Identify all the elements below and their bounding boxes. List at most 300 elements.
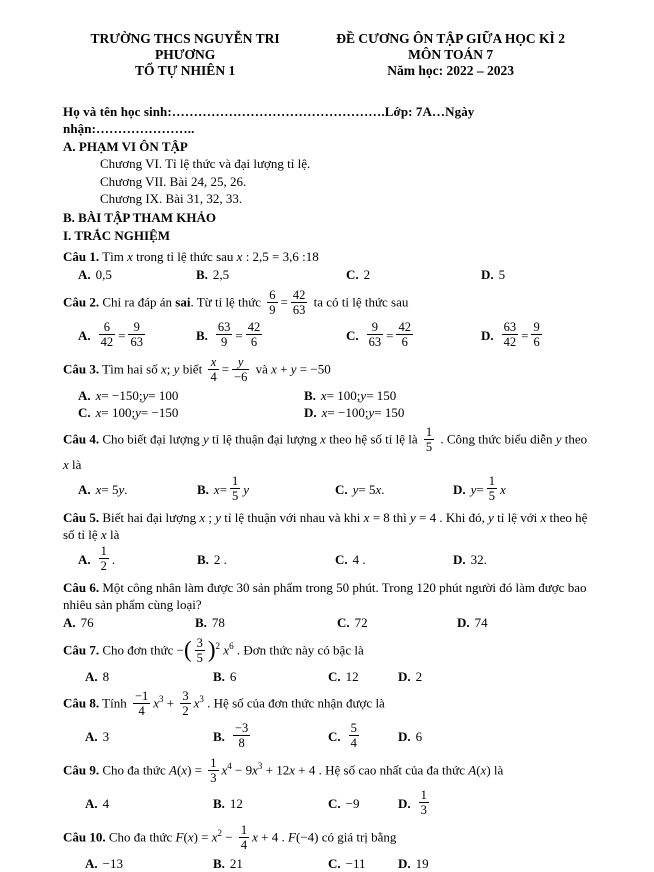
fraction-numerator: 9: [533, 319, 540, 334]
question-stem: [63, 756, 594, 787]
text-run: trong tỉ lệ thức sau: [132, 249, 237, 265]
text-run: là: [68, 456, 82, 472]
text-run: . Từ tỉ lệ thức: [190, 294, 265, 310]
text-run: x: [480, 762, 487, 778]
text-run: =: [521, 327, 529, 343]
option-letter: A.: [63, 615, 76, 631]
fraction-denominator: 5: [425, 439, 433, 454]
fraction: [180, 689, 190, 718]
fraction: [208, 756, 218, 785]
fraction-denominator: 4: [210, 369, 217, 384]
question-stem: [63, 636, 594, 667]
fraction-numerator: 5: [350, 720, 357, 735]
option-D: [398, 668, 422, 685]
text-run: −: [176, 642, 184, 658]
text-run: x: [320, 431, 326, 447]
text-run: + 4 .: [257, 829, 288, 845]
text-run: 74: [474, 615, 488, 631]
option-B: [195, 614, 337, 631]
text-run: x: [320, 387, 327, 403]
text-run: = 5: [101, 481, 119, 497]
option-D: [304, 404, 594, 421]
text-run: A: [169, 762, 177, 778]
text-run: x: [321, 404, 328, 420]
option-B: [304, 387, 594, 404]
fraction: [230, 474, 240, 503]
text-run: . Đơn thức này có bậc là: [233, 642, 364, 658]
text-run: .: [124, 481, 128, 497]
chapter-item: Chương IX. Bài 31, 32, 33.: [100, 191, 243, 207]
fraction: [246, 320, 263, 349]
text-run: y: [215, 509, 222, 525]
question-label: Câu 6.: [63, 580, 100, 596]
text-run: = 150: [374, 404, 405, 420]
text-run: x: [211, 829, 218, 845]
department-name: TỔ TỰ NHIÊN 1: [135, 63, 236, 78]
option-letter: A.: [78, 481, 91, 497]
option-letter: A.: [78, 551, 91, 567]
text-run: Tìm hai số: [102, 361, 161, 377]
section-b-title: B. BÀI TẬP THAM KHẢO: [63, 209, 217, 225]
fraction: [216, 320, 233, 349]
option-letter: C.: [328, 795, 341, 811]
text-run: y: [135, 404, 141, 420]
fraction-denominator: 6: [401, 334, 408, 349]
option-A: [78, 544, 197, 575]
fraction: [239, 823, 249, 852]
option-letter: B.: [304, 387, 316, 403]
fraction-numerator: 1: [210, 755, 217, 770]
fraction-numerator: 1: [100, 544, 107, 559]
text-run: (−4) có giá trị bằng: [295, 829, 397, 845]
option-D: [457, 614, 488, 631]
fraction: [396, 320, 413, 349]
fraction: [99, 320, 116, 349]
fraction-denominator: 42: [503, 334, 517, 349]
text-run: =: [476, 481, 484, 497]
school-year: Năm học: 2022 – 2023: [387, 63, 514, 78]
option-A: [78, 320, 196, 351]
option-letter: D.: [398, 728, 411, 744]
text-run: y: [410, 509, 416, 525]
chapter-item: Chương VI. Tỉ lệ thức và đại lượng tỉ lệ.: [100, 156, 311, 172]
text-run: x: [213, 481, 220, 497]
text-run: x: [153, 695, 160, 711]
superscript: 3: [199, 693, 204, 704]
text-run: = −100;: [327, 404, 369, 420]
fraction-denominator: 63: [130, 334, 143, 349]
text-run: x: [95, 387, 102, 403]
question-stem: [63, 288, 594, 319]
option-A: [63, 614, 195, 631]
text-run: Cho đơn thức: [102, 642, 177, 658]
text-run: = 100;: [326, 387, 361, 403]
text-run: x: [127, 249, 133, 265]
text-run: x: [100, 526, 107, 542]
fraction-denominator: 9: [221, 334, 228, 349]
question-4: [63, 425, 594, 505]
option-letter: A.: [85, 795, 98, 811]
parenthesis: (: [183, 637, 192, 663]
text-run: = 4 . Khi đó,: [415, 509, 489, 525]
fraction-numerator: y: [232, 355, 249, 370]
text-run: 2,5: [212, 267, 230, 283]
option-letter: B.: [195, 615, 207, 631]
option-letter: C.: [78, 404, 91, 420]
question-label: Câu 1.: [63, 249, 100, 265]
option-D: [481, 320, 545, 351]
text-run: −9: [345, 795, 360, 811]
question-label: Câu 10.: [63, 829, 106, 845]
document-header: [63, 31, 594, 79]
fraction-denominator: 6: [533, 334, 540, 349]
fraction-denominator: 63: [368, 334, 382, 349]
superscript: 2: [215, 640, 221, 651]
options-row: [63, 474, 594, 505]
fraction: [502, 320, 519, 349]
text-run: .: [381, 481, 385, 497]
text-run: = −50: [296, 361, 331, 377]
chapter-item: Chương VII. Bài 24, 25, 26.: [100, 173, 247, 189]
text-run: x: [363, 509, 370, 525]
text-run: + 12: [262, 762, 290, 778]
school-name: TRƯỜNG THCS NGUYỄN TRI PHƯƠNG: [90, 31, 280, 62]
option-letter: C.: [328, 728, 341, 744]
fraction-denominator: 4: [350, 735, 357, 750]
text-run: =: [221, 361, 230, 377]
text-run: Cho biết đại lượng: [102, 431, 203, 447]
fraction-numerator: 3: [196, 635, 203, 650]
fraction: [291, 288, 308, 317]
text-run: x: [252, 762, 258, 778]
text-run: − 9: [231, 762, 253, 778]
text-run: y: [360, 387, 367, 403]
text-run: 8: [102, 668, 110, 684]
option-B: [196, 266, 346, 283]
superscript: 4: [227, 760, 232, 771]
text-run: 3: [102, 728, 110, 744]
text-run: =: [386, 327, 394, 343]
text-run: =: [235, 327, 243, 343]
option-letter: D.: [398, 795, 411, 811]
text-run: x: [181, 762, 188, 778]
option-B: [197, 474, 335, 505]
fraction-denominator: 4: [240, 837, 248, 852]
text-run: = −150;: [101, 387, 143, 403]
option-letter: D.: [398, 855, 411, 871]
question-10: [63, 823, 594, 872]
fraction-numerator: 1: [488, 473, 496, 488]
superscript: 2: [217, 827, 223, 838]
options-row: [63, 614, 594, 631]
fraction-denominator: 2: [182, 703, 189, 718]
option-letter: B.: [213, 855, 225, 871]
option-C: [337, 614, 457, 631]
text-run: 21: [229, 855, 243, 871]
text-run: 4 .: [352, 551, 366, 567]
question-label: Câu 2.: [63, 294, 100, 310]
superscript: 3: [159, 693, 164, 704]
fraction-denominator: 3: [210, 770, 217, 785]
text-run: F: [288, 829, 296, 845]
option-A: [85, 795, 213, 812]
school-block: [63, 31, 307, 79]
option-C: [328, 721, 398, 752]
fraction-denominator: 9: [269, 302, 276, 317]
fraction-numerator: 63: [217, 319, 231, 334]
text-run: tỉ lệ với: [493, 509, 541, 525]
option-D: [398, 728, 422, 745]
text-run: y: [243, 481, 250, 497]
fraction-numerator: 1: [425, 424, 433, 439]
chapter-list: [63, 155, 594, 208]
parenthesis: ): [207, 637, 216, 663]
text-run: y: [352, 481, 359, 497]
text-run: theo hệ số tỉ lệ: [63, 509, 588, 542]
text-run: x: [193, 695, 200, 711]
fraction: [133, 689, 150, 718]
text-run: 6: [229, 668, 237, 684]
question-3: [63, 355, 594, 421]
question-label: Câu 4.: [63, 431, 100, 447]
option-letter: A.: [78, 267, 91, 283]
text-run: y: [202, 431, 209, 447]
option-letter: B.: [213, 728, 225, 744]
fraction-denominator: 6: [250, 334, 258, 349]
text-run: ) là: [486, 762, 504, 778]
fraction-numerator: 9: [367, 320, 384, 335]
text-run: 6: [415, 728, 423, 744]
option-letter: B.: [213, 668, 225, 684]
question-9: [63, 756, 594, 819]
fraction-numerator: 63: [503, 319, 517, 334]
option-C: [328, 795, 398, 812]
text-run: x: [271, 361, 277, 377]
text-run: ;: [166, 361, 174, 377]
text-run: 2: [363, 267, 371, 283]
fraction: [232, 355, 249, 384]
text-run: x: [199, 509, 206, 525]
question-label: Câu 7.: [63, 642, 100, 658]
text-run: 78: [211, 615, 225, 631]
text-run: 4: [102, 795, 110, 811]
question-label: Câu 9.: [63, 762, 100, 778]
option-letter: D.: [481, 267, 494, 283]
text-run: x: [252, 829, 258, 845]
options-row: [63, 320, 594, 351]
option-letter: C.: [346, 327, 359, 343]
fraction-numerator: 42: [247, 319, 261, 334]
text-run: = 100: [148, 387, 179, 403]
fraction-denominator: 3: [420, 802, 427, 817]
option-letter: B.: [213, 795, 225, 811]
text-run: x: [95, 481, 102, 497]
text-run: x: [95, 404, 102, 420]
fraction-denominator: 63: [292, 302, 306, 317]
question-1: [63, 248, 594, 283]
options-row: [63, 788, 594, 819]
text-run: sai: [175, 294, 191, 310]
text-run: y: [488, 509, 494, 525]
option-A: [78, 266, 196, 283]
fraction: [424, 425, 434, 454]
text-run: x: [63, 456, 69, 472]
text-run: Tính: [102, 695, 130, 711]
text-run: .: [111, 551, 116, 567]
option-D: [398, 788, 432, 819]
fraction-numerator: −1: [134, 688, 149, 703]
fraction: [367, 320, 384, 349]
option-letter: A.: [85, 668, 98, 684]
question-stem: [63, 425, 594, 473]
text-run: = 5: [358, 481, 376, 497]
question-label: Câu 5.: [63, 509, 100, 525]
fraction-numerator: 9: [128, 320, 145, 335]
fraction: [195, 636, 205, 665]
fraction-numerator: 42: [398, 319, 411, 334]
option-A: [78, 481, 197, 498]
option-letter: D.: [481, 327, 494, 343]
option-letter: C.: [335, 551, 348, 567]
text-run: −11: [345, 855, 366, 871]
options-row: [63, 544, 594, 575]
text-run: Cho đa thức: [102, 762, 169, 778]
option-B: [213, 721, 328, 752]
option-C: [335, 551, 453, 568]
option-A: [78, 387, 304, 404]
text-run: 2 .: [213, 551, 227, 567]
text-run: biết: [179, 361, 206, 377]
fraction-denominator: 42: [100, 334, 114, 349]
question-stem: [63, 509, 594, 543]
text-run: Biết hai đại lượng: [102, 509, 200, 525]
option-C: [328, 855, 398, 872]
text-run: −13: [102, 855, 123, 871]
section-i-title: I. TRẮC NGHIỆM: [63, 228, 171, 244]
question-label: Câu 3.: [63, 361, 100, 377]
option-A: [85, 855, 213, 872]
fraction-denominator: 5: [488, 488, 496, 503]
document-title: ĐỀ CƯƠNG ÔN TẬP GIỮA HỌC KÌ 2: [336, 31, 565, 46]
option-letter: A.: [85, 728, 98, 744]
question-label: Câu 8.: [63, 695, 100, 711]
section-a-title: A. PHẠM VI ÔN TẬP: [63, 139, 188, 155]
fraction-denominator: 5: [232, 488, 239, 503]
text-run: theo: [561, 431, 588, 447]
text-run: 32.: [470, 551, 487, 567]
option-letter: D.: [453, 551, 466, 567]
question-8: [63, 689, 594, 752]
text-run: y: [173, 361, 180, 377]
text-run: x: [221, 762, 228, 778]
options-row: [63, 668, 594, 685]
fraction-numerator: 1: [240, 822, 248, 837]
text-run: A: [468, 762, 477, 778]
option-letter: D.: [453, 481, 466, 497]
option-letter: D.: [457, 615, 470, 631]
option-B: [196, 320, 346, 351]
fraction: [128, 320, 145, 349]
question-5: [63, 509, 594, 575]
question-6: [63, 579, 594, 631]
student-info-line: Họ và tên học sinh:………………………………………….Lớp: 7A…Ngày nhận:…………………..: [63, 104, 475, 137]
text-run: −: [222, 829, 236, 845]
text-run: 0,5: [95, 267, 112, 283]
text-run: Tìm: [102, 249, 128, 265]
text-run: y: [470, 481, 477, 497]
option-A: [85, 668, 213, 685]
text-run: y: [290, 361, 297, 377]
option-letter: A.: [78, 327, 91, 343]
text-run: là: [106, 526, 120, 542]
fraction-numerator: 3: [182, 688, 189, 703]
text-run: y: [368, 404, 375, 420]
text-run: x: [187, 829, 194, 845]
fraction-denominator: 8: [238, 735, 245, 750]
text-run: 12: [345, 668, 359, 684]
option-letter: B.: [197, 481, 209, 497]
option-letter: C.: [328, 668, 341, 684]
option-C: [335, 481, 453, 498]
text-run: Một công nhân làm được 30 sản phẩm trong 50 phút. Trong 120 phút người đó làm được bao nhiêu sản phẩm cùng loại?: [63, 580, 587, 613]
fraction: [233, 721, 250, 750]
fraction: [208, 355, 218, 384]
text-run: = 8 thì: [369, 509, 411, 525]
question-stem: [63, 823, 594, 854]
superscript: 6: [229, 640, 234, 651]
text-run: : 2,5 = 3,6 :18: [242, 249, 319, 265]
text-run: x: [375, 481, 382, 497]
option-C: [346, 266, 481, 283]
options-row: [63, 266, 594, 283]
option-D: [481, 266, 505, 283]
text-run: (: [476, 762, 481, 778]
fraction-numerator: −3: [234, 720, 249, 735]
text-run: tỉ lệ thuận đại lượng: [208, 431, 321, 447]
text-run: x: [289, 762, 296, 778]
option-B: [213, 855, 328, 872]
text-run: x: [223, 642, 230, 658]
question-2: [63, 288, 594, 351]
text-run: 2: [415, 668, 423, 684]
option-letter: D.: [398, 668, 411, 684]
fraction-numerator: x: [208, 355, 218, 370]
fraction: [267, 288, 277, 317]
question-stem: [63, 689, 594, 720]
text-run: theo hệ số tỉ lệ là: [325, 431, 421, 447]
text-run: (: [183, 829, 188, 845]
text-run: 76: [80, 615, 94, 631]
text-run: x: [500, 481, 506, 497]
fraction-numerator: 1: [420, 787, 427, 802]
option-A: [85, 728, 213, 745]
text-run: y: [118, 481, 125, 497]
text-run: 72: [354, 615, 368, 631]
text-run: x: [236, 249, 243, 265]
option-B: [213, 668, 328, 685]
fraction-denominator: 4: [138, 703, 145, 718]
fraction: [99, 544, 109, 573]
question-7: [63, 636, 594, 685]
text-run: = 150: [366, 387, 397, 403]
text-run: . Công thức biểu diễn: [437, 431, 556, 447]
text-run: =: [219, 481, 228, 497]
option-letter: C.: [346, 267, 359, 283]
document-subject: MÔN TOÁN 7: [408, 47, 494, 62]
text-run: . Hệ số của đơn thức nhận được là: [203, 695, 385, 711]
question-stem: [63, 248, 594, 265]
text-run: x: [161, 361, 167, 377]
